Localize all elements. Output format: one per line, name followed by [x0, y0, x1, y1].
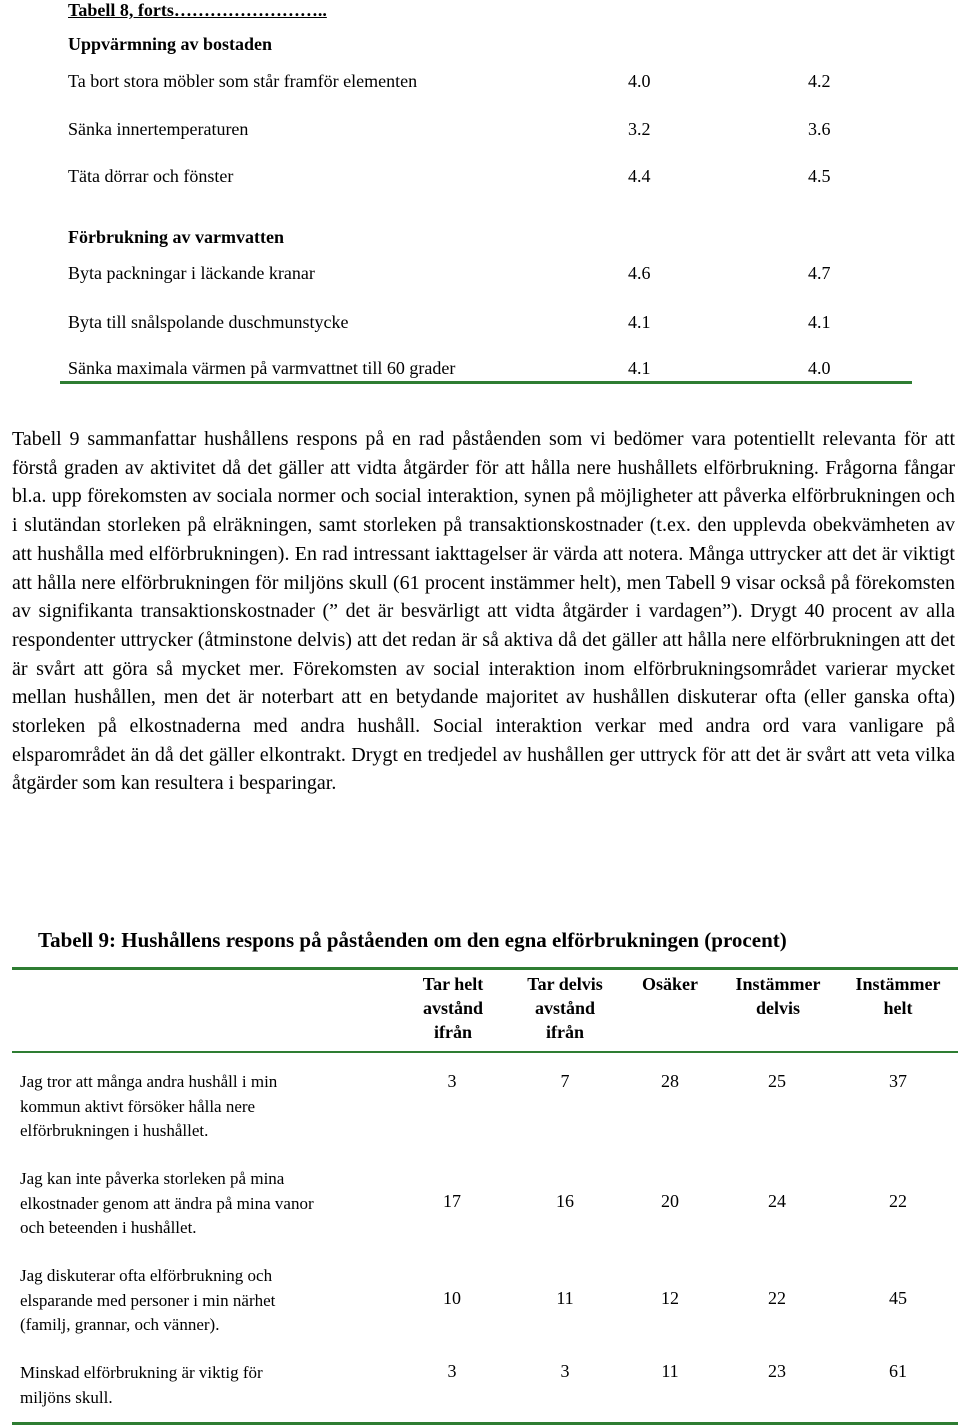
table9-cell: 23: [768, 1361, 786, 1381]
table8-row-label: Sänka innertemperaturen: [68, 119, 249, 139]
column-header-line: Instämmer: [855, 974, 941, 994]
column-header-line: ifrån: [546, 1022, 584, 1042]
table8-cell: 4.6: [628, 263, 651, 283]
row-label-line: kommun aktivt försöker hålla nere: [20, 1096, 256, 1116]
table9-cell: 10: [443, 1288, 461, 1308]
row-label-line: och beteenden i hushållet.: [20, 1218, 197, 1237]
table8-cell: 4.1: [628, 358, 651, 378]
column-header: [398, 972, 508, 1044]
column-header-line: ifrån: [434, 1022, 472, 1042]
table8-cell: 4.2: [808, 71, 831, 91]
column-header-line: avstånd: [534, 998, 596, 1018]
column-header-line: Osäker: [642, 974, 698, 994]
row-label-line: elkostnader genom att ändra på mina vanor: [20, 1193, 314, 1213]
table9-row-label: [20, 1070, 400, 1144]
table8-cell: 4.0: [628, 71, 651, 91]
table9-cell: 22: [889, 1191, 907, 1211]
table9-row-label: [20, 1167, 400, 1241]
table8-title: Tabell 8, forts……………………..: [68, 0, 327, 20]
column-header: [620, 972, 720, 996]
row-label-line: elförbrukningen i hushållet.: [20, 1121, 209, 1140]
table9-cell: 16: [556, 1191, 574, 1211]
table8-cell: 3.2: [628, 119, 651, 139]
column-header-line: Instämmer: [735, 974, 821, 994]
table8-cell: 4.5: [808, 166, 831, 186]
row-label-line: Jag diskuterar ofta elförbrukning och: [20, 1266, 273, 1285]
table9-cell: 24: [768, 1191, 786, 1211]
row-label-line: Jag kan inte påverka storleken på mina: [20, 1169, 285, 1188]
table9-cell: 7: [560, 1071, 570, 1091]
table8-cell: 3.6: [808, 119, 831, 139]
table9-cell: 20: [661, 1191, 679, 1211]
table9-cell: 3: [447, 1071, 457, 1091]
table9-cell: 12: [661, 1288, 679, 1308]
table8-row-label: Byta packningar i läckande kranar: [68, 263, 315, 283]
table8-row-label: Täta dörrar och fönster: [68, 166, 234, 186]
table9-header-rule: [12, 1051, 958, 1053]
row-label-line: (familj, grannar, och vänner).: [20, 1315, 220, 1334]
table8-cell: 4.1: [808, 312, 831, 332]
table8-bottom-rule: [60, 381, 912, 384]
table9-cell: 22: [768, 1288, 786, 1308]
table8-cell: 4.4: [628, 166, 651, 186]
table8-cell: 4.0: [808, 358, 831, 378]
row-label-line: elsparande med personer i min närhet: [20, 1290, 276, 1310]
table9-cell: 11: [661, 1361, 679, 1381]
table9-cell: 3: [447, 1361, 457, 1381]
column-header: [718, 972, 838, 1020]
table9-cell: 3: [560, 1361, 570, 1381]
column-header-line: avstånd: [422, 998, 484, 1018]
table9-top-rule: [12, 967, 958, 970]
table8-row-label: Ta bort stora möbler som står framför elementen: [68, 71, 418, 91]
table8-row-label: Sänka maximala värmen på varmvattnet till 60 grader: [68, 358, 456, 378]
table8-cell: 4.1: [628, 312, 651, 332]
table9-cell: 37: [889, 1071, 907, 1091]
body-paragraph: Tabell 9 sammanfattar hushållens respons på en rad påståenden som vi bedömer vara potentiellt relevanta för att förstå graden av aktivitet då det gäller att vidta åtgärder för att hålla nere hushållets elförbrukning. Frågorna fångar bl.a. upp förekomsten av sociala normer och social interaktion, synen på möjligheter att påverka elförbrukningen och i slutändan storleken på elräkningen, samt storleken på transaktionskostnader (t.ex. den upplevda obekvämheten av att hushålla med elförbrukningen). En rad intressant iakttagelser är värda att notera. Många uttrycker att det är viktigt att hålla nere elförbrukningen för miljöns skull (61 procent instämmer helt), men Tabell 9 visar också på förekomsten av signifikanta transaktionskostnader (” det är besvärligt att vidta åtgärder i vardagen”). Drygt 40 procent av alla respondenter uttrycker (åtminstone delvis) att det redan är så aktiva då det gäller att hålla nere elförbrukningen att det är svårt att göra så mycket mer. Förekomsten av social interaktion inom elförbrukningsområdet varierar mycket mellan hushållen, men det är noterbart att en betydande majoritet av hushållen diskuterar ofta (eller ganska ofta) storleken på elkostnaderna med andra hushåll. Social interaktion verkar med andra ord vara vanligare på elsparområdet än då det gäller elkontrakt. Drygt en tredjedel av hushållen ger uttryck för att det är svårt att veta vilka åtgärder som kan resultera i besparingar.: [12, 428, 955, 795]
table9-row-label: [20, 1264, 400, 1338]
table9-cell: 17: [443, 1191, 461, 1211]
table9-title: Tabell 9: Hushållens respons på påståenden om den egna elförbrukningen (procent): [38, 928, 787, 952]
row-label-line: Minskad elförbrukning är viktig för: [20, 1363, 263, 1382]
column-header-line: Tar helt: [422, 974, 484, 994]
table9-cell: 61: [889, 1361, 907, 1381]
table9-cell: 45: [889, 1288, 907, 1308]
column-header-line: delvis: [755, 998, 800, 1018]
table8-row-label: Byta till snålspolande duschmunstycke: [68, 312, 349, 332]
row-label-line: miljöns skull.: [20, 1387, 113, 1407]
section-heading-heating: Uppvärmning av bostaden: [68, 34, 273, 54]
table9-cell: 25: [768, 1071, 786, 1091]
column-header: [510, 972, 620, 1044]
table9-row-label: [20, 1361, 400, 1410]
column-header: [838, 972, 958, 1020]
section-heading-hot-water: Förbrukning av varmvatten: [68, 227, 284, 247]
row-label-line: Jag tror att många andra hushåll i min: [20, 1072, 278, 1091]
table9-cell: 28: [661, 1071, 679, 1091]
table8-cell: 4.7: [808, 263, 831, 283]
table9-cell: 11: [556, 1288, 574, 1308]
column-header-line: Tar delvis: [527, 974, 603, 994]
table9-bottom-rule: [12, 1422, 958, 1425]
column-header-line: helt: [883, 998, 913, 1018]
